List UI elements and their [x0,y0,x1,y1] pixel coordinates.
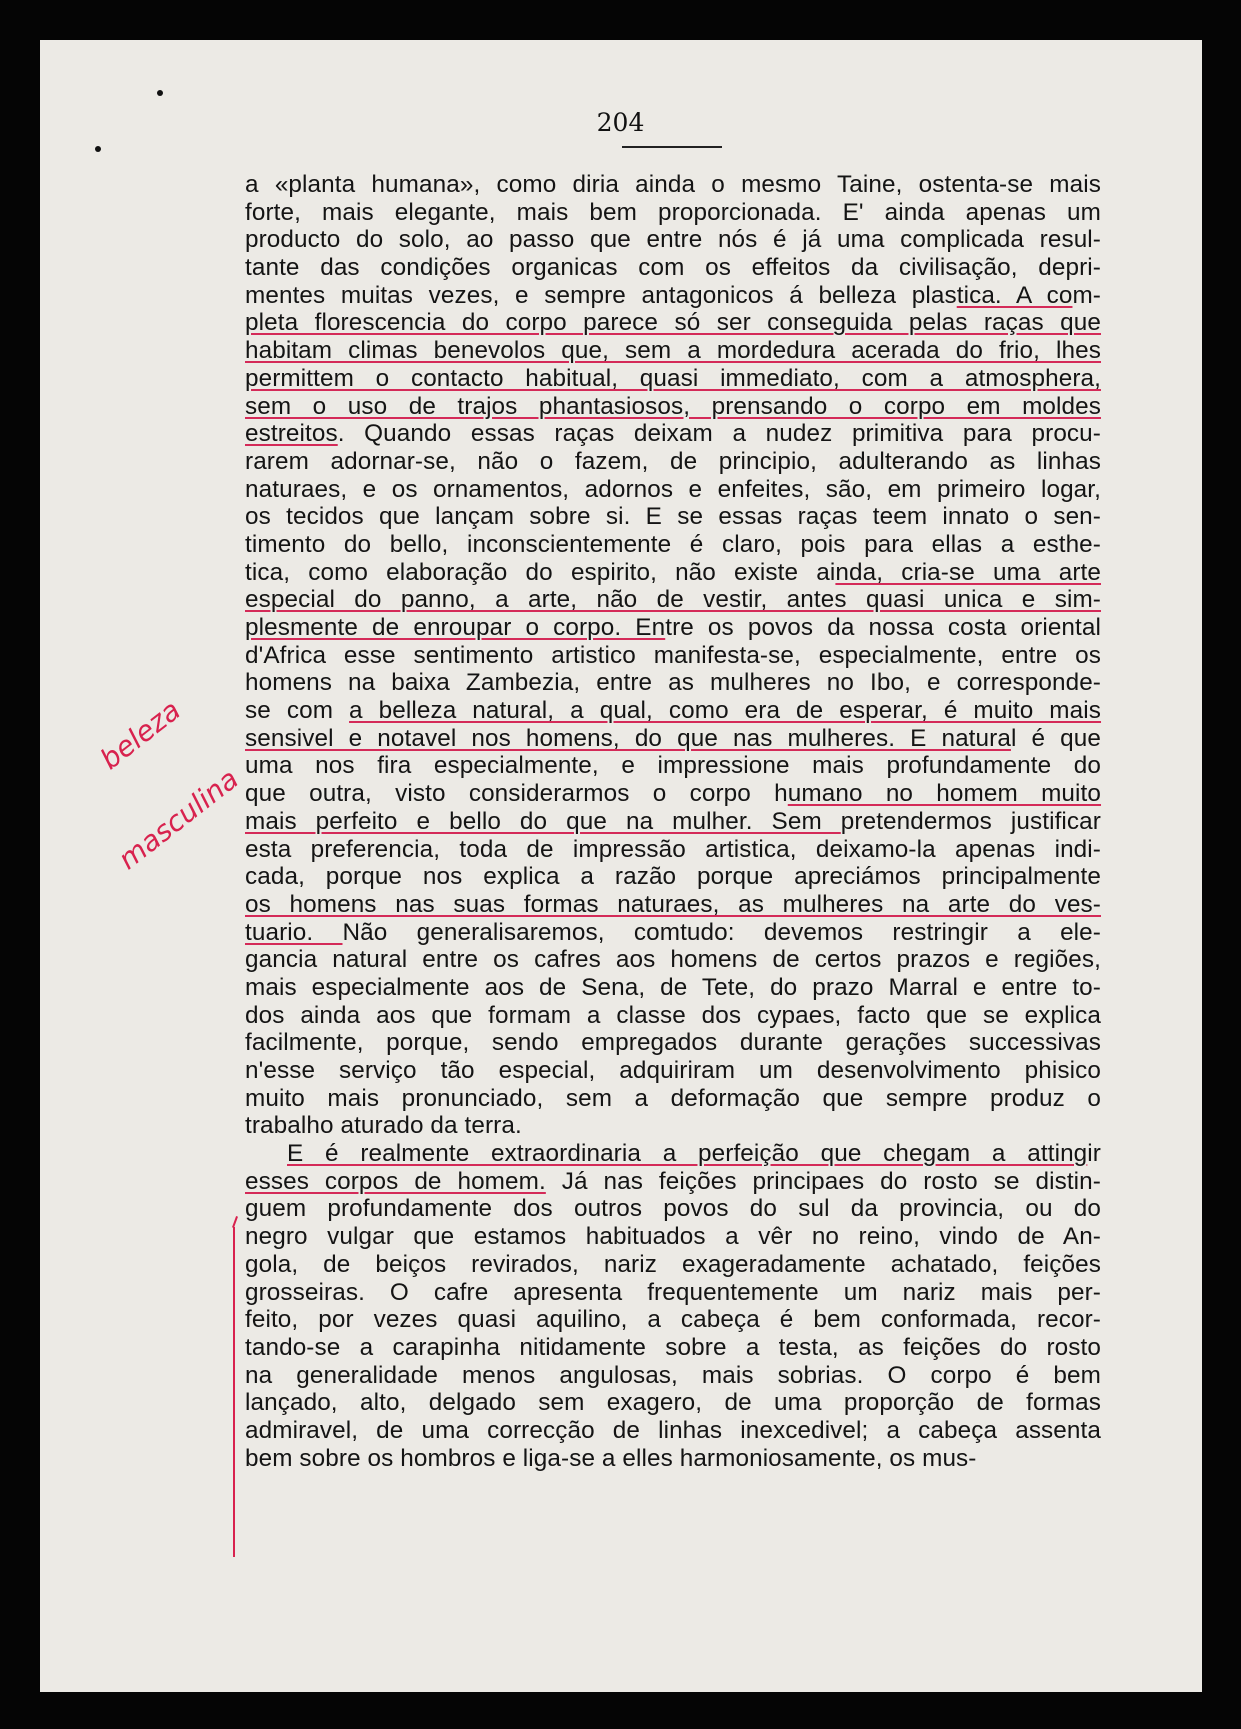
text-line: plesmente de enroupar o corpo. Entre os povos da nossa costa oriental [245,614,1102,641]
pen-underline: sem o uso de trajos phantasiosos, prensando o corpo em moldes [245,392,1101,420]
text-line: grosseiras. O cafre apresenta frequentemente um nariz mais per- [245,1278,1101,1306]
text-line: lançado, alto, delgado sem exagero, de uma proporção de formas [245,1389,1101,1417]
text-line: tando-se a carapinha nitidamente sobre a testa, as feições do rosto [245,1333,1101,1361]
margin-note-beleza: beleza [94,693,187,777]
text-line: mais especialmente aos de Sena, de Tete, do prazo Marral e entre to- [245,973,1101,1001]
text-line: na generalidade menos angulosas, mais sobrias. O corpo é bem [245,1361,1101,1389]
text-line: E é realmente extraordinaria a perfeição que chegam a attingir [287,1140,1101,1168]
pen-underline: esses corpos de homem. [245,1167,546,1195]
text-line: estreitos. Quando essas raças deixam a nudez primitiva para procu- [245,420,1101,448]
text-line: que outra, visto considerarmos o corpo humano no homem muito [245,780,1102,808]
text-line: mentes muitas vezes, e sempre antagonicos á belleza plastica. A com- [245,281,1101,309]
pen-underline: estreitos [245,420,338,448]
pen-underline: habitam climas benevolos que, sem a mordedura acerada do frio, lhes [245,337,1101,365]
page-number-rule [622,146,722,148]
text-line: rarem adornar-se, não o fazem, de principio, adulterando as linhas [245,447,1101,475]
text-line [245,309,1101,337]
text-line: os tecidos que lançam sobre si. E se essas raças teem innato o sen- [245,503,1101,531]
text-line: muito mais pronunciado, sem a deformação que sempre produz o [245,1084,1101,1112]
pen-underline: pleta florescencia do corpo parece só ser conseguida pelas raças que [245,309,1101,337]
pen-underline: E é realmente extraordinaria a perfeição que chegam a atting [287,1140,1088,1168]
text-line: bem sobre os hombros e liga-se a elles harmoniosamente, os mus- [245,1444,977,1472]
text-line: producto do solo, ao passo que entre nós é já uma complicada resul- [245,226,1101,254]
text-line: uma nos fira especialmente, e impressione mais profundamente do [245,752,1101,780]
text-line: n'esse serviço tão especial, adquiriram um desenvolvimento phisico [245,1057,1101,1084]
pen-underline: tuario. [245,918,343,946]
pen-underline: umano no homem muito [787,780,1102,808]
text-line [245,337,1101,365]
text-line: tante das condições organicas com os effeitos da civilisação, depri- [245,254,1101,282]
pen-underline: permittem o contacto habitual, quasi immediato, com a atmosphera, [245,364,1101,392]
pen-underline: sensivel e notavel nos homens, do que nas mulheres. E natura [245,724,1011,752]
text-line: feito, por vezes quasi aquilino, a cabeça é bem conformada, recor- [245,1306,1101,1334]
text-line: timento do bello, inconscientemente é claro, pois para ellas a esthe- [245,530,1101,558]
text-line: esses corpos de homem. Já nas feições principaes do rosto se distin- [245,1167,1101,1195]
text-line: tica, como elaboração do espirito, não existe ainda, cria-se uma arte [245,558,1101,586]
body-text [245,171,1101,1472]
text-line: tuario. Não generalisaremos, comtudo: devemos restringir a ele- [245,918,1101,946]
speck-mark [95,146,101,152]
page-number: 204 [596,108,645,137]
speck-mark [157,90,163,96]
text-line: dos ainda aos que formam a classe dos cypaes, facto que se explica [245,1001,1101,1029]
text-line: negro vulgar que estamos habituados a vêr no reino, vindo de An- [245,1223,1101,1251]
text-line: d'Africa esse sentimento artistico manifesta-se, especialmente, entre os [245,641,1101,669]
text-line: sensivel e notavel nos homens, do que nas mulheres. E natural é que [245,724,1101,752]
text-line [245,365,1101,393]
pen-underline: os homens nas suas formas naturaes, as mulheres na arte do ves- [245,890,1101,918]
pen-underline: especial do panno, a arte, não de vestir, antes quasi unica e sim- [245,586,1101,614]
margin-note-masculina: masculina [112,762,245,877]
text-line: cada, porque nos explica a razão porque apreciámos principalmente [245,863,1101,891]
text-line: esta preferencia, toda de impressão artistica, deixamo-la apenas indi- [245,835,1101,863]
text-line: forte, mais elegante, mais bem proporcionada. E' ainda apenas um [245,198,1101,226]
text-line: naturaes, e os ornamentos, adornos e enfeites, são, em primeiro logar, [245,475,1101,503]
text-line: guem profundamente dos outros povos do sul da provincia, ou do [245,1195,1101,1223]
text-line: mais perfeito e bello do que na mulher. Sem pretendermos justificar [245,807,1101,835]
text-line: se com a belleza natural, a qual, como era de esperar, é muito mais [245,697,1102,725]
text-line [245,393,1101,421]
text-line: admiravel, de uma correcção de linhas inexcedivel; a cabeça assenta [245,1416,1101,1444]
pen-underline: nda, cria-se uma arte [835,558,1101,586]
margin-bracket [233,1227,245,1557]
pen-underline: a belleza natural, a qual, como era de esperar, é muito mais [349,697,1102,725]
text-line: gancia natural entre os cafres aos homens de certos prazos e regiões, [245,946,1101,974]
pen-underline: tica. A co [956,281,1073,309]
text-line: trabalho aturado da terra. [245,1112,522,1140]
text-line [245,586,1101,614]
text-line: gola, de beiços revirados, nariz exageradamente achatado, feições [245,1250,1101,1278]
pen-underline: mais perfeito e bello do que na mulher. Sem [245,807,841,835]
text-line [245,891,1101,919]
text-line: facilmente, porque, sendo empregados durante gerações successivas [245,1029,1101,1057]
text-line: a «planta humana», como diria ainda o mesmo Taine, ostenta-se mais [245,171,1101,198]
pen-underline: plesmente de enroupar o corpo. En [245,614,666,641]
text-line: homens na baixa Zambezia, entre as mulheres no Ibo, e corresponde- [245,669,1101,697]
